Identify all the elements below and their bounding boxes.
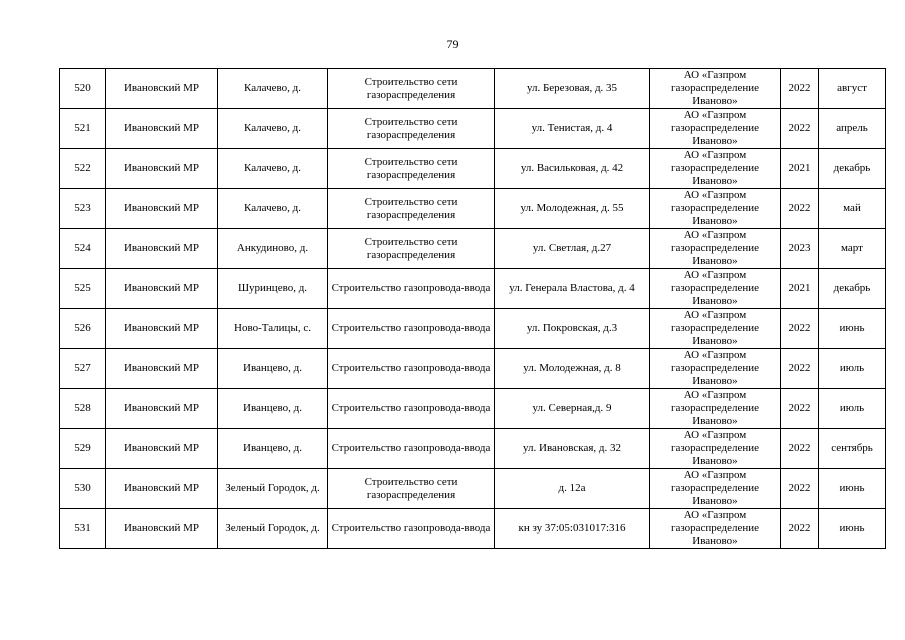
- year-cell: 2022: [781, 309, 819, 349]
- address-cell: ул. Ивановская, д. 32: [495, 429, 650, 469]
- row-number-cell: 521: [60, 109, 106, 149]
- gasification-table: [59, 68, 886, 549]
- organization-cell: АО «Газпром газораспределение Иваново»: [650, 229, 781, 269]
- table-row: [60, 509, 886, 549]
- row-number-cell: 523: [60, 189, 106, 229]
- table-row: [60, 349, 886, 389]
- page-number: 79: [446, 37, 459, 51]
- settlement-cell: Ново-Талицы, с.: [218, 309, 328, 349]
- district-cell: Ивановский МР: [106, 269, 218, 309]
- settlement-cell: Зеленый Городок, д.: [218, 509, 328, 549]
- month-cell: декабрь: [819, 149, 886, 189]
- work-type-cell: Строительство газопровода-ввода: [328, 309, 495, 349]
- address-cell: ул. Молодежная, д. 55: [495, 189, 650, 229]
- year-cell: 2022: [781, 509, 819, 549]
- work-type-cell: Строительство газопровода-ввода: [328, 429, 495, 469]
- row-number-cell: 525: [60, 269, 106, 309]
- year-cell: 2021: [781, 269, 819, 309]
- month-cell: июль: [819, 349, 886, 389]
- work-type-cell: Строительство газопровода-ввода: [328, 389, 495, 429]
- table-row: [60, 149, 886, 189]
- organization-cell: АО «Газпром газораспределение Иваново»: [650, 69, 781, 109]
- address-cell: ул. Тенистая, д. 4: [495, 109, 650, 149]
- settlement-cell: Иванцево, д.: [218, 429, 328, 469]
- table-row: [60, 229, 886, 269]
- year-cell: 2023: [781, 229, 819, 269]
- settlement-cell: Шуринцево, д.: [218, 269, 328, 309]
- month-cell: июль: [819, 389, 886, 429]
- organization-cell: АО «Газпром газораспределение Иваново»: [650, 349, 781, 389]
- table-row: [60, 189, 886, 229]
- year-cell: 2022: [781, 189, 819, 229]
- district-cell: Ивановский МР: [106, 109, 218, 149]
- organization-cell: АО «Газпром газораспределение Иваново»: [650, 189, 781, 229]
- district-cell: Ивановский МР: [106, 389, 218, 429]
- table-row: [60, 269, 886, 309]
- table-row: [60, 389, 886, 429]
- district-cell: Ивановский МР: [106, 349, 218, 389]
- row-number-cell: 531: [60, 509, 106, 549]
- work-type-cell: Строительство газопровода-ввода: [328, 509, 495, 549]
- work-type-cell: Строительство сети газораспределения: [328, 69, 495, 109]
- year-cell: 2022: [781, 69, 819, 109]
- year-cell: 2022: [781, 109, 819, 149]
- year-cell: 2022: [781, 469, 819, 509]
- settlement-cell: Калачево, д.: [218, 69, 328, 109]
- work-type-cell: Строительство газопровода-ввода: [328, 269, 495, 309]
- organization-cell: АО «Газпром газораспределение Иваново»: [650, 269, 781, 309]
- district-cell: Ивановский МР: [106, 189, 218, 229]
- address-cell: ул. Березовая, д. 35: [495, 69, 650, 109]
- year-cell: 2021: [781, 149, 819, 189]
- settlement-cell: Калачево, д.: [218, 189, 328, 229]
- organization-cell: АО «Газпром газораспределение Иваново»: [650, 389, 781, 429]
- month-cell: июнь: [819, 509, 886, 549]
- table-row: [60, 429, 886, 469]
- organization-cell: АО «Газпром газораспределение Иваново»: [650, 109, 781, 149]
- district-cell: Ивановский МР: [106, 69, 218, 109]
- row-number-cell: 527: [60, 349, 106, 389]
- work-type-cell: Строительство сети газораспределения: [328, 189, 495, 229]
- district-cell: Ивановский МР: [106, 309, 218, 349]
- month-cell: май: [819, 189, 886, 229]
- settlement-cell: Иванцево, д.: [218, 349, 328, 389]
- year-cell: 2022: [781, 349, 819, 389]
- organization-cell: АО «Газпром газораспределение Иваново»: [650, 429, 781, 469]
- district-cell: Ивановский МР: [106, 149, 218, 189]
- address-cell: ул. Молодежная, д. 8: [495, 349, 650, 389]
- district-cell: Ивановский МР: [106, 429, 218, 469]
- settlement-cell: Калачево, д.: [218, 149, 328, 189]
- table-body: [60, 69, 886, 549]
- row-number-cell: 524: [60, 229, 106, 269]
- organization-cell: АО «Газпром газораспределение Иваново»: [650, 469, 781, 509]
- settlement-cell: Иванцево, д.: [218, 389, 328, 429]
- work-type-cell: Строительство сети газораспределения: [328, 229, 495, 269]
- address-cell: ул. Генерала Властова, д. 4: [495, 269, 650, 309]
- address-cell: д. 12а: [495, 469, 650, 509]
- address-cell: ул. Светлая, д.27: [495, 229, 650, 269]
- row-number-cell: 526: [60, 309, 106, 349]
- organization-cell: АО «Газпром газораспределение Иваново»: [650, 149, 781, 189]
- year-cell: 2022: [781, 389, 819, 429]
- table-row: [60, 469, 886, 509]
- address-cell: ул. Васильковая, д. 42: [495, 149, 650, 189]
- row-number-cell: 522: [60, 149, 106, 189]
- work-type-cell: Строительство сети газораспределения: [328, 149, 495, 189]
- row-number-cell: 520: [60, 69, 106, 109]
- table-row: [60, 69, 886, 109]
- month-cell: апрель: [819, 109, 886, 149]
- address-cell: кн зу 37:05:031017:316: [495, 509, 650, 549]
- district-cell: Ивановский МР: [106, 509, 218, 549]
- address-cell: ул. Северная,д. 9: [495, 389, 650, 429]
- work-type-cell: Строительство сети газораспределения: [328, 109, 495, 149]
- address-cell: ул. Покровская, д.3: [495, 309, 650, 349]
- month-cell: декабрь: [819, 269, 886, 309]
- month-cell: июнь: [819, 309, 886, 349]
- district-cell: Ивановский МР: [106, 229, 218, 269]
- table-row: [60, 309, 886, 349]
- settlement-cell: Зеленый Городок, д.: [218, 469, 328, 509]
- work-type-cell: Строительство газопровода-ввода: [328, 349, 495, 389]
- organization-cell: АО «Газпром газораспределение Иваново»: [650, 309, 781, 349]
- row-number-cell: 528: [60, 389, 106, 429]
- month-cell: март: [819, 229, 886, 269]
- row-number-cell: 530: [60, 469, 106, 509]
- settlement-cell: Анкудиново, д.: [218, 229, 328, 269]
- month-cell: сентябрь: [819, 429, 886, 469]
- district-cell: Ивановский МР: [106, 469, 218, 509]
- month-cell: август: [819, 69, 886, 109]
- organization-cell: АО «Газпром газораспределение Иваново»: [650, 509, 781, 549]
- year-cell: 2022: [781, 429, 819, 469]
- work-type-cell: Строительство сети газораспределения: [328, 469, 495, 509]
- month-cell: июнь: [819, 469, 886, 509]
- row-number-cell: 529: [60, 429, 106, 469]
- settlement-cell: Калачево, д.: [218, 109, 328, 149]
- table-row: [60, 109, 886, 149]
